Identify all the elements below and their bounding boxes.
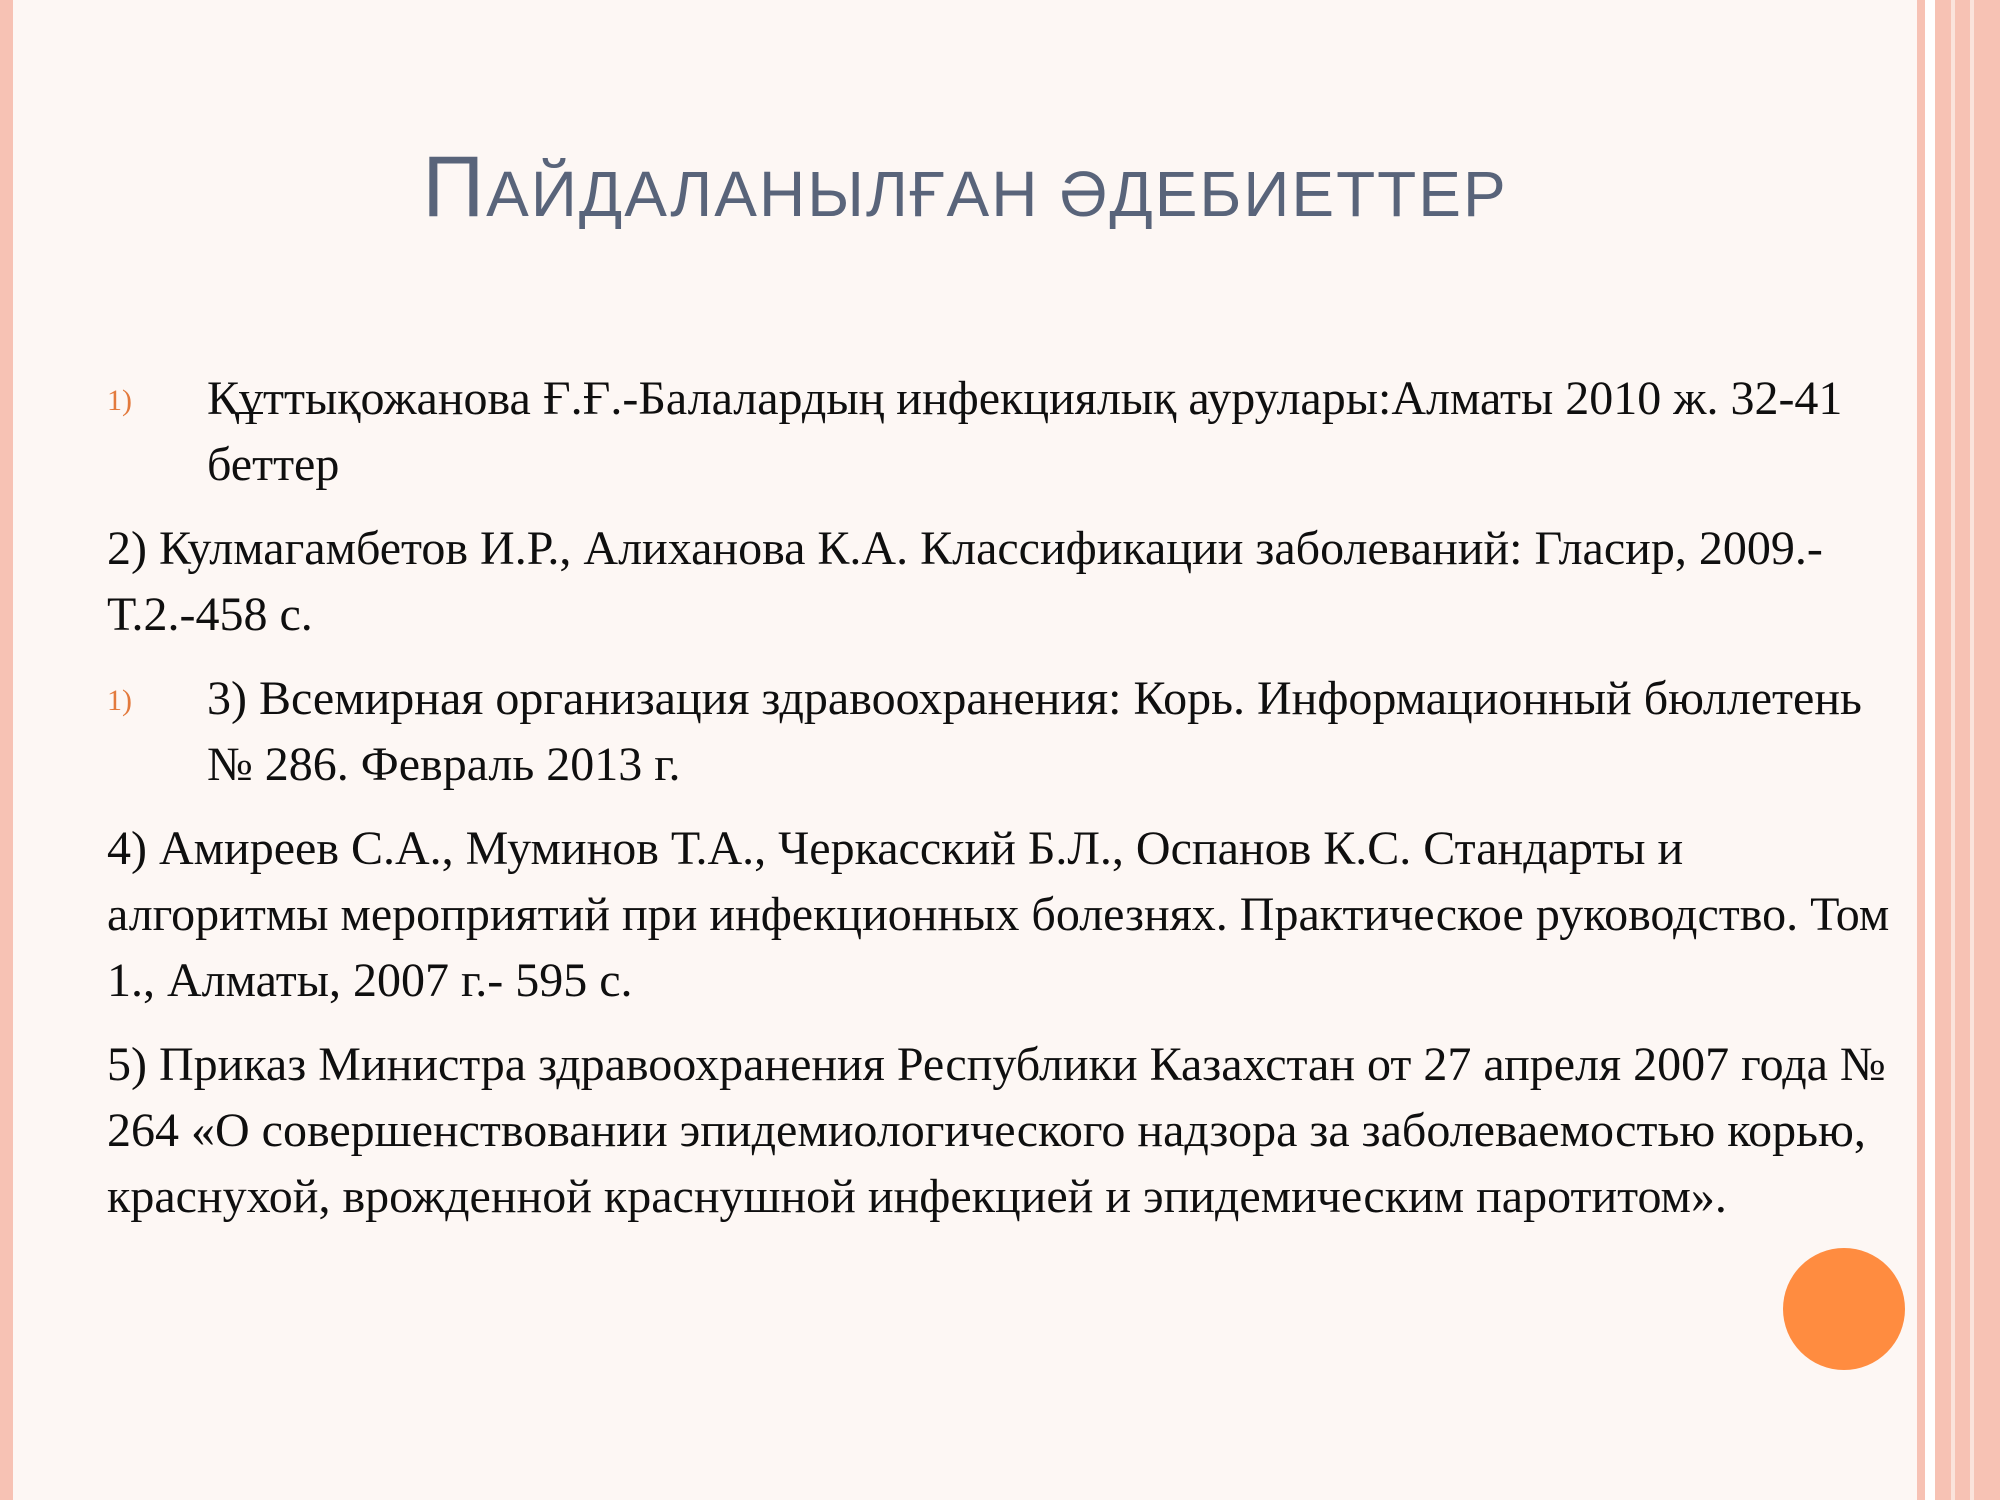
slide-title-rest: АЙДАЛАНЫЛҒАН ӘДЕБИЕТТЕР [486,158,1508,230]
right-frame-line-2 [1970,0,1974,1500]
list-number-marker: 1) [107,384,132,417]
reference-text: Құттықожанова Ғ.Ғ.-Балалардың инфекциялық аурулары:Алматы 2010 ж. 32-41 беттер [207,372,1843,491]
reference-text: 5) Приказ Министра здравоохранения Республики Казахстан от 27 апреля 2007 года № 264 «О совершенствовании эпидемиологического надзора за заболеваемостью корью, краснухой, врожденной краснушной инфекцией и эпидемическим паротитом». [107,1038,1886,1223]
reference-text: 2) Кулмагамбетов И.Р., Алиханова К.А. Классификации заболеваний: Гласир, 2009.-Т.2.-458 с. [107,522,1823,641]
right-frame-line [1951,0,1955,1500]
reference-item-2 [107,516,1907,648]
reference-text: 3) Всемирная организация здравоохранения: Корь. Информационный бюллетень № 286. Февраль 2013 г. [207,672,1862,791]
slide-title-initial: П [422,139,487,235]
decorative-orange-circle [1783,1248,1905,1370]
reference-item-3 [107,666,1907,798]
reference-text: 4) Амиреев С.А., Муминов Т.А., Черкасский Б.Л., Оспанов К.С. Стандарты и алгоритмы мероприятий при инфекционных болезнях. Практическое руководство. Том 1., Алматы, 2007 г.- 595 с. [107,822,1890,1007]
slide-title [0,138,1930,237]
list-number-marker: 1) [107,684,132,717]
reference-item-5 [107,1032,1907,1230]
reference-item-4 [107,816,1907,1014]
reference-item-1 [107,366,1907,498]
reference-list [107,366,1907,1248]
right-frame-band [1935,0,2000,1500]
